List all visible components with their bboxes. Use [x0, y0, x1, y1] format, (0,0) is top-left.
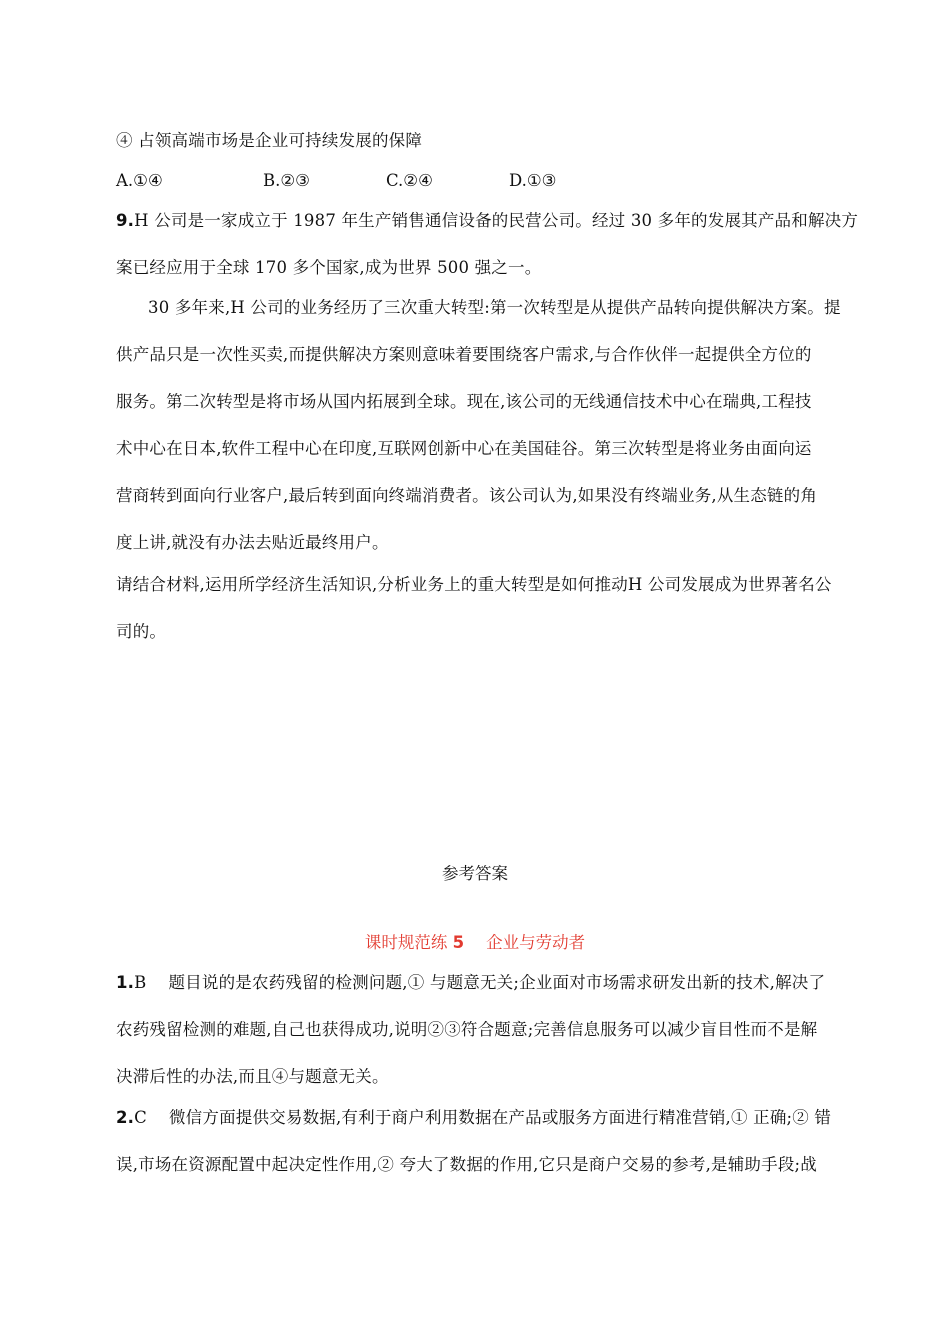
- q9-number: 9.: [116, 211, 135, 230]
- q9-prompt-2: 司的。: [116, 622, 167, 641]
- answer-2-line-1: [116, 1107, 836, 1129]
- answer-1-text-1: 题目说的是农药残留的检测问题,① 与题意无关;企业面对市场需求研发出新的技术,解决了: [168, 973, 826, 992]
- answer-1-line-1: [116, 972, 836, 994]
- answer-1-number: 1.: [116, 973, 135, 992]
- answer-1-line-3: 决滞后性的办法,而且④与题意无关。: [116, 1067, 389, 1086]
- section-prefix: 课时规范练: [364, 933, 453, 952]
- answer-2-number: 2.: [116, 1108, 135, 1127]
- answer-2-text-1: 微信方面提供交易数据,有利于商户利用数据在产品或服务方面进行精准营销,① 正确;② 错: [168, 1108, 832, 1127]
- q8-item-4: ④ 占领高端市场是企业可持续发展的保障: [116, 131, 423, 150]
- q9-material-1: 30 多年来,H 公司的业务经历了三次重大转型:第一次转型是从提供产品转向提供解决方案。提: [148, 298, 841, 317]
- answers-heading: 参考答案: [442, 864, 508, 883]
- q8-option-a: A.①④: [116, 171, 163, 190]
- answer-1-line-2: 农药残留检测的难题,自己也获得成功,说明②③符合题意;完善信息服务可以减少盲目性而不是解: [116, 1020, 818, 1039]
- q8-option-b: B.②③: [263, 171, 310, 190]
- q9-line-2: 案已经应用于全球 170 多个国家,成为世界 500 强之一。: [116, 258, 542, 277]
- section-number: 5: [452, 933, 465, 952]
- q8-option-c: C.②④: [386, 171, 433, 190]
- q9-material-4: 术中心在日本,软件工程中心在印度,互联网创新中心在美国硅谷。第三次转型是将业务由面向运: [116, 439, 812, 458]
- q9-material-3: 服务。第二次转型是将市场从国内拓展到全球。现在,该公司的无线通信技术中心在瑞典,工程技: [116, 392, 812, 411]
- q9-line-1: [116, 210, 859, 232]
- q9-material-6: 度上讲,就没有办法去贴近最终用户。: [116, 533, 389, 552]
- section-name: 企业与劳动者: [486, 933, 586, 952]
- q8-option-d: D.①③: [509, 171, 557, 190]
- q9-material-5: 营商转到面向行业客户,最后转到面向终端消费者。该公司认为,如果没有终端业务,从生态链的角: [116, 486, 818, 505]
- q9-prompt-1: 请结合材料,运用所学经济生活知识,分析业务上的重大转型是如何推动H 公司发展成为世界著名公: [116, 575, 832, 594]
- answer-1-letter: B: [134, 973, 147, 992]
- section-title: [0, 932, 950, 954]
- q9-text-1: H 公司是一家成立于 1987 年生产销售通信设备的民营公司。经过 30 多年的发展其产品和解决方: [134, 211, 859, 230]
- answer-2-line-2: 误,市场在资源配置中起决定性作用,② 夸大了数据的作用,它只是商户交易的参考,是辅助手段;战: [116, 1155, 817, 1174]
- answer-2-letter: C: [134, 1108, 147, 1127]
- q9-material-2: 供产品只是一次性买卖,而提供解决方案则意味着要围绕客户需求,与合作伙伴一起提供全方位的: [116, 345, 812, 364]
